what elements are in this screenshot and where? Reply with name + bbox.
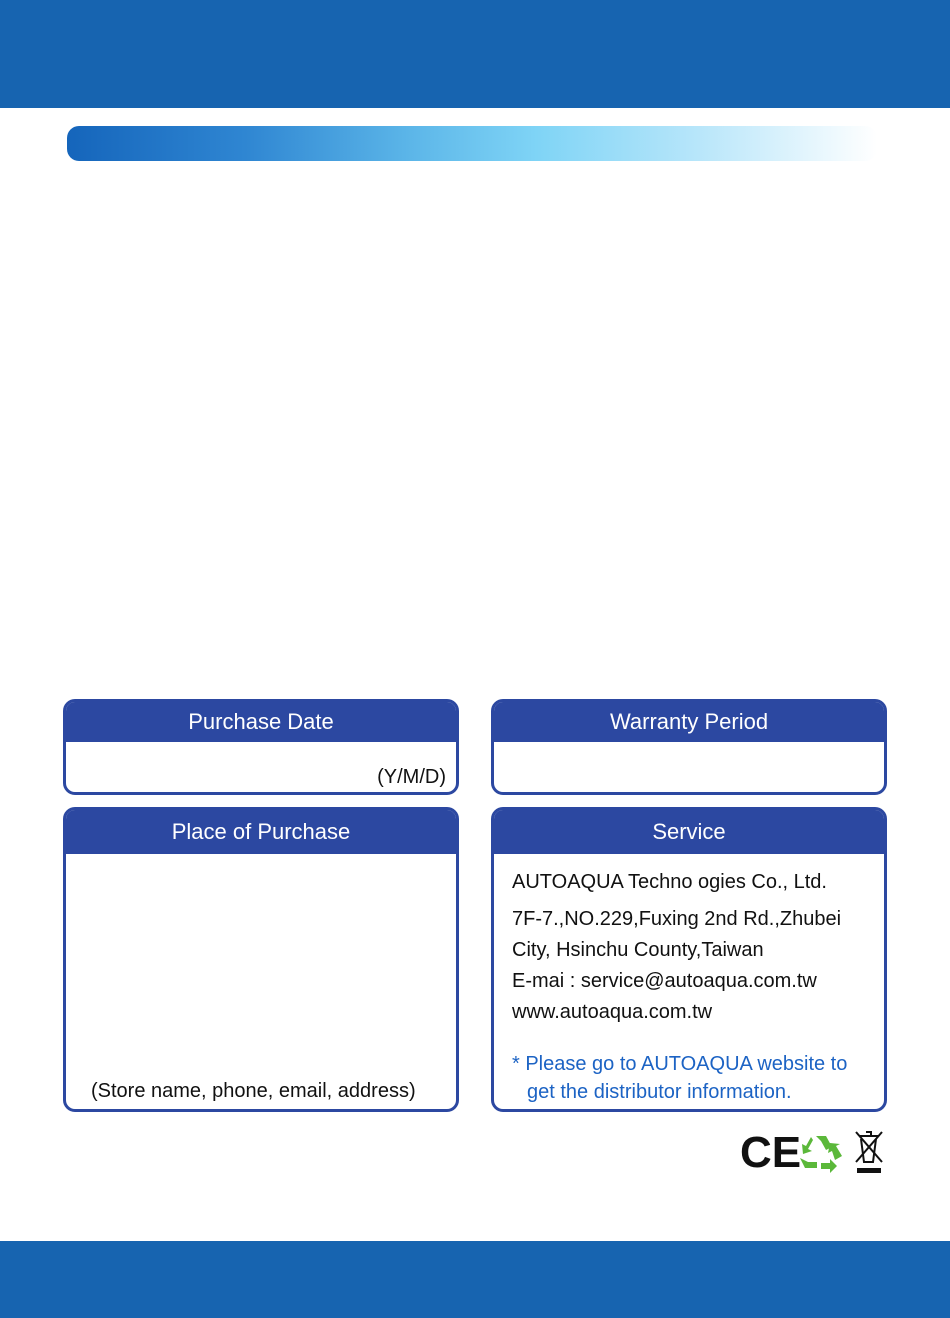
address-line-1: 7F-7.,NO.229,Fuxing 2nd Rd.,Zhubei (512, 908, 842, 930)
warranty-period-title: Warranty Period (494, 702, 884, 742)
certification-icons (740, 1128, 890, 1178)
note-line-2: get the distributor information. (527, 1081, 792, 1103)
bottom-footer-bar (0, 1241, 950, 1318)
ce-mark-label: CE (740, 1128, 802, 1177)
purchase-date-field[interactable] (66, 742, 456, 792)
place-of-purchase-card (63, 807, 459, 1112)
distributor-note (512, 1050, 847, 1106)
recycle-icon (800, 1136, 842, 1173)
warranty-period-field[interactable] (494, 742, 884, 792)
gradient-banner-strip (67, 126, 877, 161)
service-title: Service (494, 810, 884, 854)
website-link[interactable]: www.autoaqua.com.tw (512, 1001, 713, 1023)
warranty-period-card (491, 699, 887, 795)
note-line-1: * Please go to AUTOAQUA website to (512, 1053, 848, 1075)
place-of-purchase-title: Place of Purchase (66, 810, 456, 854)
address-line-2: City, Hsinchu County,Taiwan (512, 939, 764, 961)
place-of-purchase-field[interactable] (66, 854, 456, 1109)
ce-mark-icon (740, 1128, 801, 1177)
email-line[interactable]: E-mai : service@autoaqua.com.tw (512, 970, 817, 992)
purchase-date-card (63, 699, 459, 795)
store-info-hint: (Store name, phone, email, address) (91, 1080, 416, 1102)
service-card (491, 807, 887, 1112)
top-header-bar (0, 0, 950, 108)
company-name: AUTOAQUA Techno ogies Co., Ltd. (512, 871, 827, 893)
purchase-date-title: Purchase Date (66, 702, 456, 742)
service-info (494, 854, 884, 1109)
weee-crossed-bin-icon (856, 1132, 882, 1173)
date-format-hint: (Y/M/D) (377, 766, 446, 788)
